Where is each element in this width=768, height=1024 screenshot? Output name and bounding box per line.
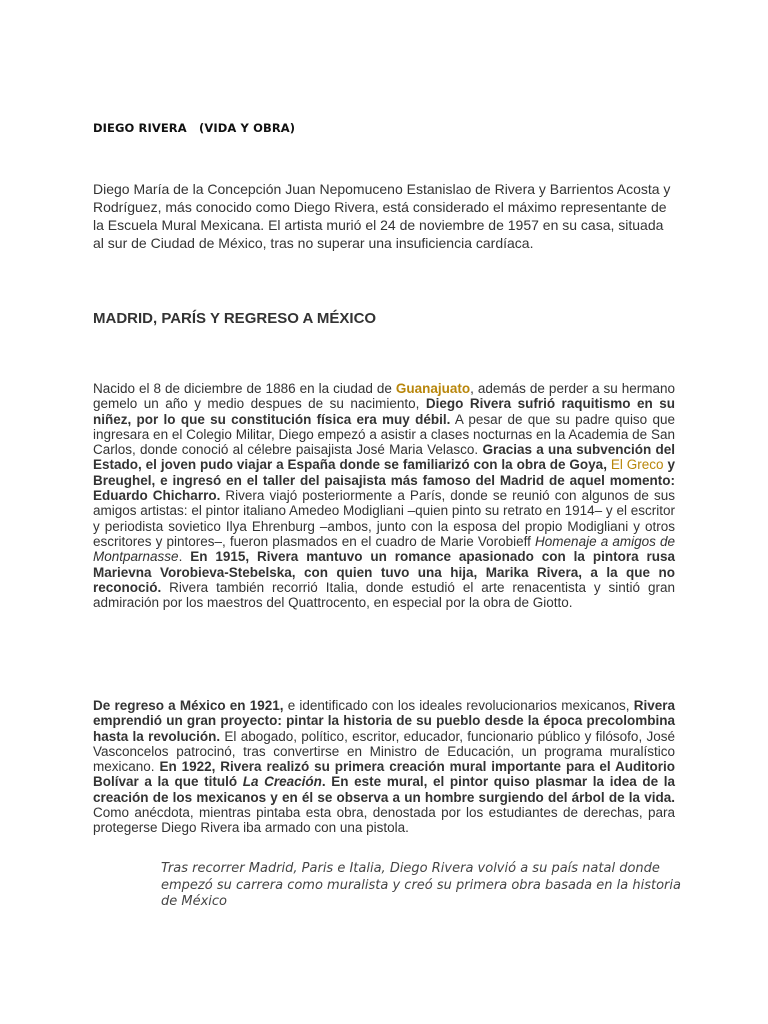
text-run: Nacido el 8 de diciembre de 1886 en la ciudad de	[93, 381, 396, 396]
bold-run: Diego Rivera sufrió raquitismo en su niñez, por lo que su constitución física era muy débil.	[93, 396, 675, 427]
bold-run: De regreso a México en 1921,	[93, 698, 284, 713]
bold-run: Rivera emprendió un gran proyecto: pintar la historia de su pueblo desde la época precolombina hasta la revolución.	[93, 698, 675, 744]
document-title: DIEGO RIVERA (VIDA Y OBRA)	[93, 121, 296, 135]
bold-run: Gracias a una subvención del Estado, el joven pudo viajar a España donde se familiarizó con la obra de Goya,	[93, 442, 675, 473]
biography-paragraph-2	[93, 698, 675, 836]
text-run: Rivera viajó posteriormente a París, donde se reunió con algunos de sus amigos artistas: el pintor italiano Amedeo Modigliani –quien pinto su retrato en 1914– y el escritor y periodista sovietico Ilya Ehrenburg –ambos, junto con la esposa del propio Modigliani y otros escritores y pintores–, fueron plasmados en el cuadro de Marie Vorobieff	[93, 488, 675, 549]
text-run: e identificado con los ideales revolucionarios mexicanos,	[283, 698, 634, 713]
bold-run: y Breughel, e ingresó en el taller del paisajista más famoso del Madrid de aquel momento: Eduardo Chicharro.	[93, 457, 675, 504]
bold-run: En 1915, Rivera mantuvo un romance apasionado con la pintora rusa Marievna Vorobieva-Stebelska, con quien tuvo una hija, Marika Rivera, a la que no reconoció.	[93, 549, 675, 595]
text-run: Como anécdota, mientras pintaba esta obra, denostada por los estudiantes de derechas, para protegerse Diego Rivera iba armado con una pistola.	[93, 805, 675, 836]
intro-paragraph: Diego María de la Concepción Juan Nepomuceno Estanislao de Rivera y Barrientos Acosta y Rodríguez, más conocido como Diego Rivera, está considerado el máximo representante de la Escuela Mural Mexicana. El artista murió el 24 de noviembre de 1957 en su casa, situada al sur de Ciudad de México, tras no superar una insuficiencia cardíaca.	[93, 181, 671, 251]
el-greco-link[interactable]: El Greco	[610, 457, 664, 473]
bold-italic-run	[243, 774, 322, 789]
bold-run: En 1922, Rivera realizó su primera creación mural importante para el Auditorio Bolívar a la que tituló	[93, 759, 676, 790]
bold-run: . En este mural, el pintor quiso plasmar la idea de la creación de los mexicanos y en él se observa a un hombre surgiendo del árbol de la vida.	[93, 774, 675, 805]
italic-run: Homenaje a amigos de Montparnasse	[93, 533, 675, 565]
la-creacion-title: La Creación	[242, 774, 322, 790]
text-run: Rivera también recorrió Italia, donde estudió el arte renacentista y sintió gran admiración por los maestros del Quattrocento, en especial por la obra de Giotto.	[93, 579, 675, 611]
text-run: A pesar de que su padre quiso que ingresara en el Colegio Militar, Diego empezó a asistir a clases nocturnas en la Academia de San Carlos, donde conoció al célebre paisajista José Maria Velasco.	[93, 411, 676, 458]
guanajuato-link[interactable]: Guanajuato	[395, 381, 471, 396]
text-run: El abogado, político, escritor, educador, funcionario público y filósofo, José Vasconcelos patrocinó, tras convertirse en Ministro de Educación, un programa muralístico mexicano.	[93, 728, 675, 775]
section-heading: MADRID, PARÍS Y REGRESO A MÉXICO	[93, 310, 377, 327]
pull-quote: Tras recorrer Madrid, Paris e Italia, Diego Rivera volvió a su país natal donde empezó su carrera como muralista y creó su primera obra basada en la historia de México	[161, 861, 681, 909]
text-run: , además de perder a su hermano gemelo un año y medio despues de su nacimiento,	[93, 381, 675, 412]
biography-paragraph-1	[93, 381, 675, 610]
text-run: .	[178, 549, 191, 565]
